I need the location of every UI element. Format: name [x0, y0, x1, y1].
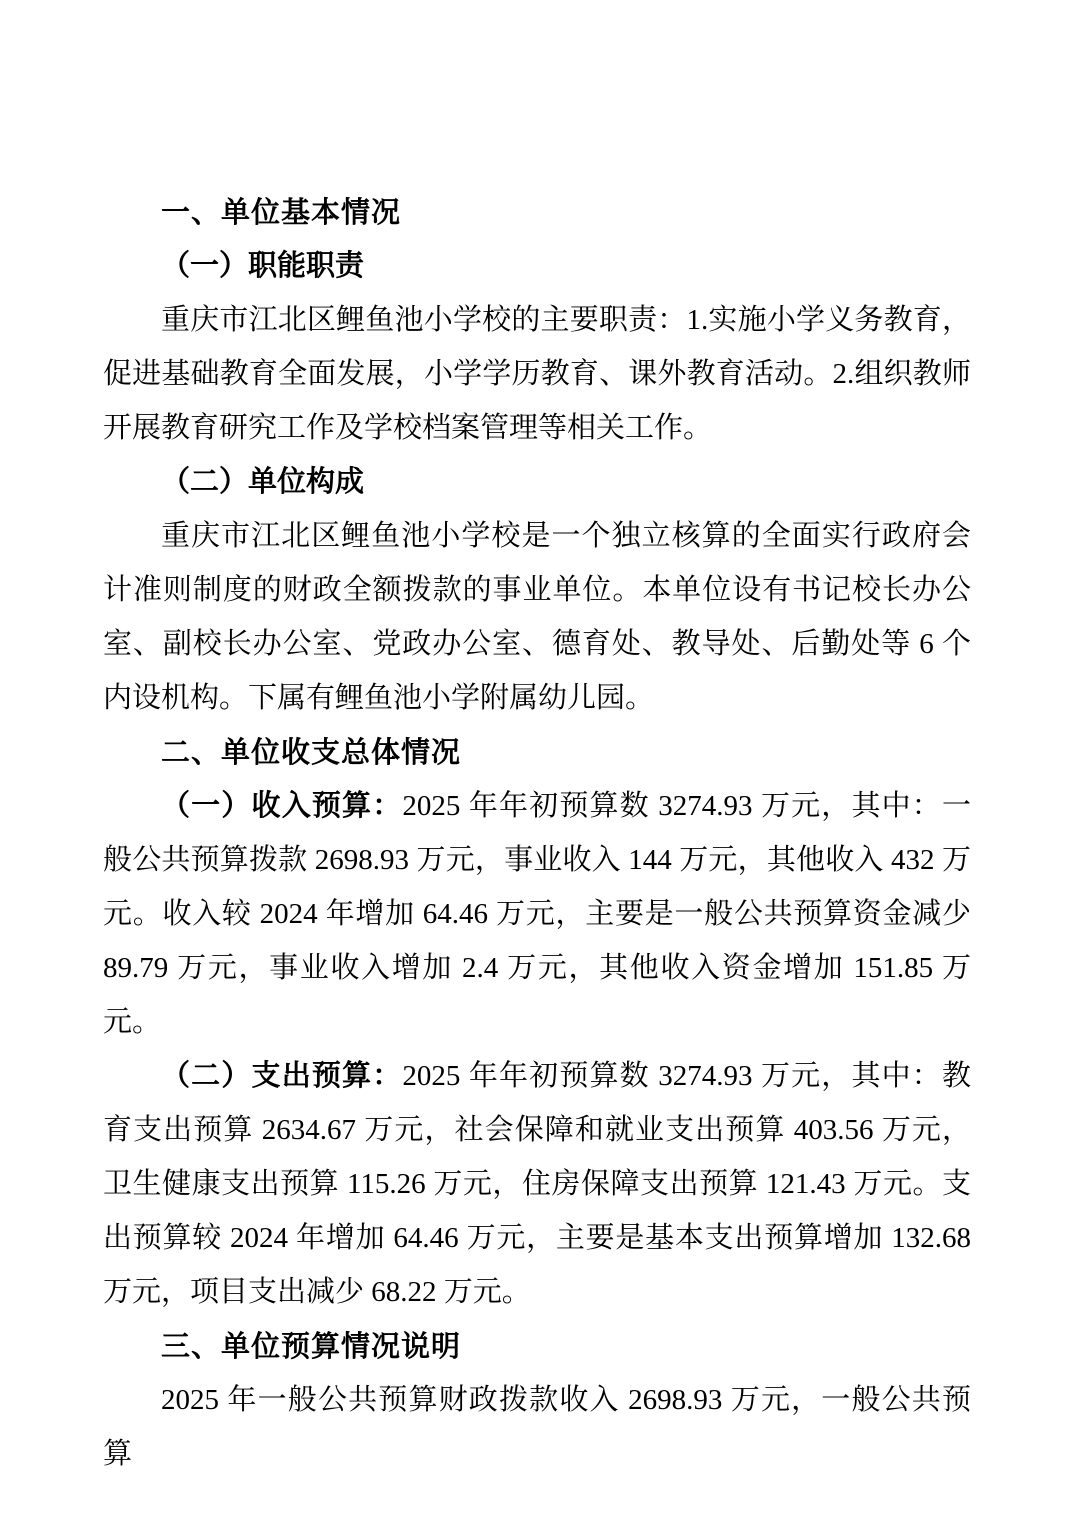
paragraph-income-budget — [103, 779, 971, 1049]
subsection-heading-composition: （二）单位构成 — [161, 466, 365, 498]
income-budget-label: （一）收入预算： — [161, 790, 403, 822]
income-budget-text: 2025 年年初预算数 3274.93 万元，其中：一般公共预算拨款 2698.93 万元，事业收入 144 万元，其他收入 432 万元。收入较 2024 年增加 64.46 万元，主要是一般公共预算资金减少 89.79 万元，事业收入增加 2.4 万元，其他收入资金增加 151.85 万元。 — [103, 790, 971, 1038]
paragraph-duties: 重庆市江北区鲤鱼池小学校的主要职责：1.实施小学义务教育，促进基础教育全面发展，小学学历教育、课外教育活动。2.组织教师开展教育研究工作及学校档案管理等相关工作。 — [103, 304, 971, 444]
section-heading-revenue-expenditure-overview: 二、单位收支总体情况 — [161, 735, 462, 769]
subsection-heading-duties: （一）职能职责 — [161, 250, 365, 282]
section-heading-budget-explanation: 三、单位预算情况说明 — [161, 1329, 462, 1363]
section-heading-basic-info: 一、单位基本情况 — [161, 195, 402, 229]
paragraph-budget-explanation: 2025 年一般公共预算财政拨款收入 2698.93 万元，一般公共预算 — [103, 1384, 971, 1470]
paragraph-expenditure-budget — [103, 1049, 971, 1319]
paragraph-composition: 重庆市江北区鲤鱼池小学校是一个独立核算的全面实行政府会计准则制度的财政全额拨款的事业单位。本单位设有书记校长办公室、副校长办公室、党政办公室、德育处、教导处、后勤处等 6 个内设机构。下属有鲤鱼池小学附属幼儿园。 — [103, 520, 971, 714]
expenditure-budget-label: （二）支出预算： — [161, 1060, 403, 1092]
expenditure-budget-text: 2025 年年初预算数 3274.93 万元，其中：教育支出预算 2634.67 万元，社会保障和就业支出预算 403.56 万元，卫生健康支出预算 115.26 万元，住房保障支出预算 121.43 万元。支出预算较 2024 年增加 64.46 万元，主要是基本支出预算增加 132.68 万元，项目支出减少 68.22 万元。 — [103, 1060, 971, 1308]
document-body — [103, 185, 971, 1481]
